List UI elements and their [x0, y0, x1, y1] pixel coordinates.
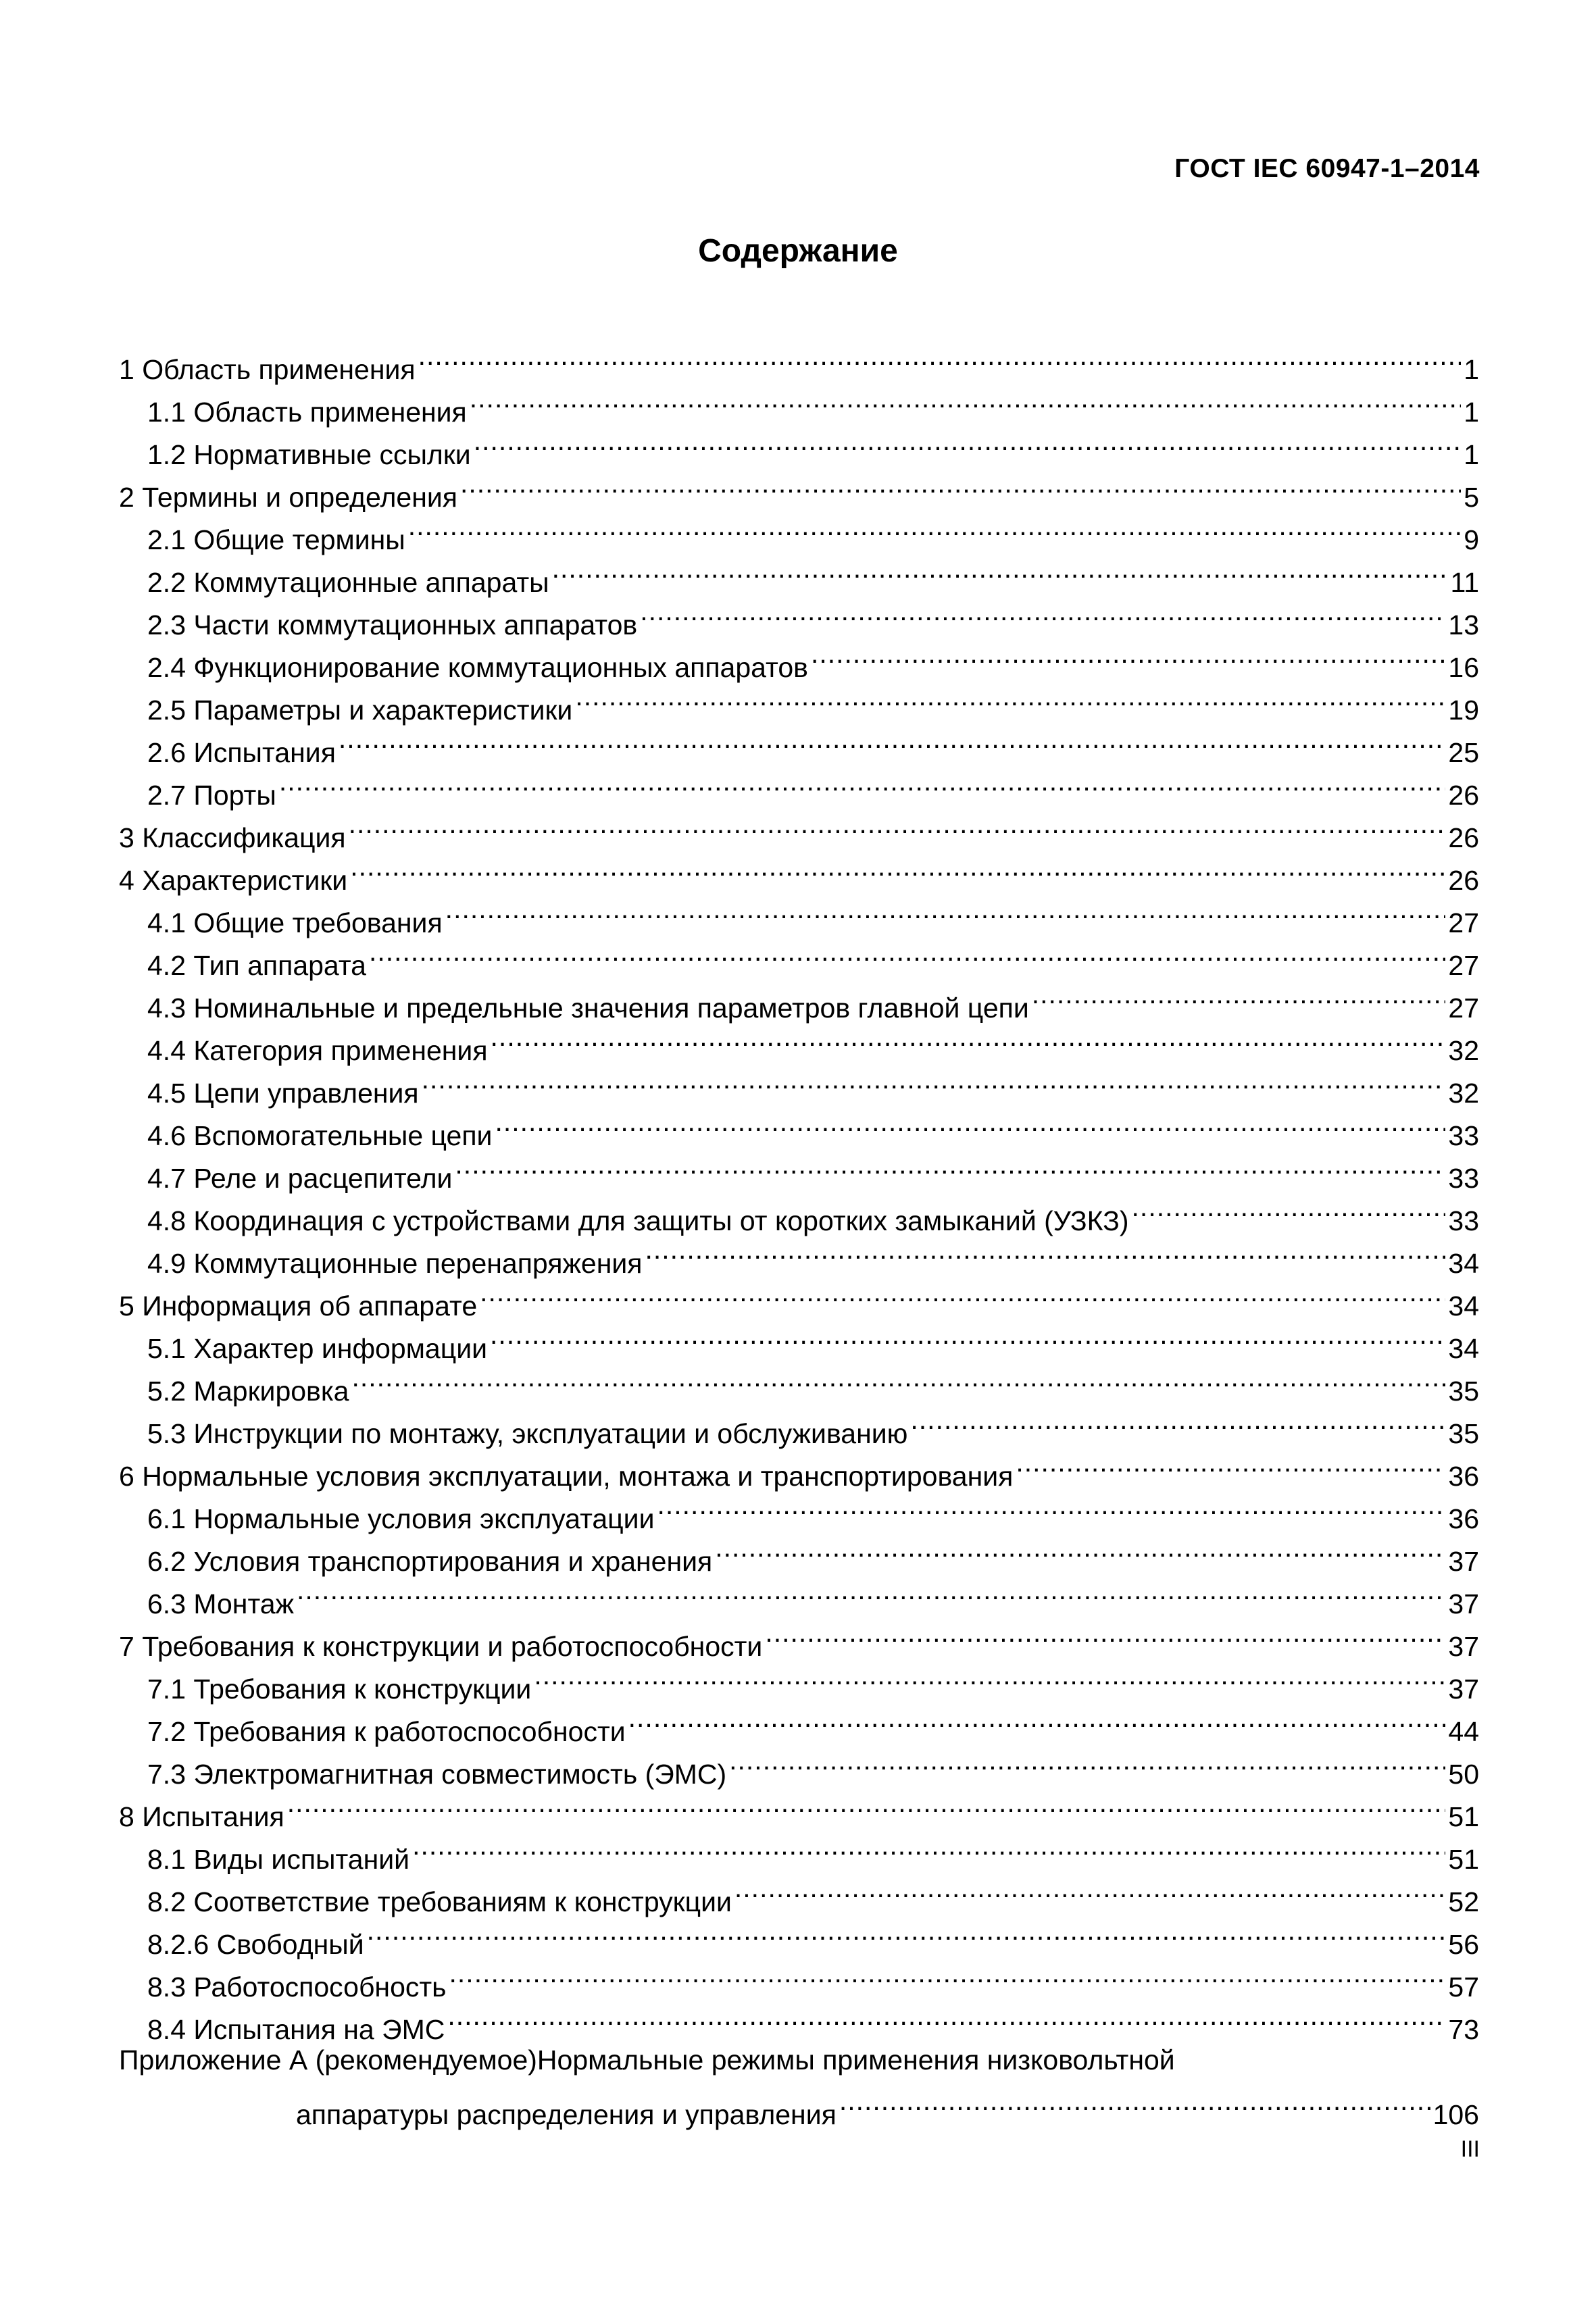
- toc-entry[interactable]: [119, 805, 1479, 853]
- toc-dot-leader: [811, 634, 1445, 677]
- toc-dot-leader: [1016, 1443, 1445, 1486]
- toc-entry[interactable]: [119, 1826, 1479, 1875]
- toc-entry-label: 5.1 Характер информации: [147, 1333, 488, 1364]
- toc-dot-leader: [490, 1315, 1445, 1358]
- toc-entry-label: 5.2 Маркировка: [147, 1376, 349, 1407]
- toc-entry-label: 7.3 Электромагнитная совместимость (ЭМС): [147, 1759, 727, 1790]
- toc-dot-leader: [339, 720, 1445, 762]
- toc-entry-page: 25: [1448, 737, 1479, 768]
- toc-entry-page: 37: [1448, 1674, 1479, 1705]
- toc-entry-label: 6 Нормальные условия эксплуатации, монтажа и транспортирования: [119, 1461, 1014, 1492]
- toc-dot-leader: [445, 890, 1446, 932]
- toc-entry-page: 32: [1448, 1035, 1479, 1066]
- toc-entry-page: 19: [1448, 695, 1479, 726]
- toc-dot-leader: [910, 1401, 1445, 1443]
- toc-dot-leader: [839, 2082, 1430, 2124]
- toc-entry-page: 27: [1448, 950, 1479, 981]
- toc-entry-page: 44: [1448, 1716, 1479, 1747]
- toc-entry-label: 8.3 Работоспособность: [147, 1971, 447, 2003]
- toc-dot-leader: [628, 1699, 1446, 1741]
- toc-entry-label: 5 Информация об аппарате: [119, 1290, 478, 1322]
- page-number: III: [1460, 2136, 1480, 2162]
- toc-entry-page: 27: [1448, 907, 1479, 938]
- document-code: ГОСТ IEC 60947-1–2014: [1174, 154, 1480, 183]
- toc-entry-label: 2.4 Функционирование коммутационных аппаратов: [147, 652, 808, 683]
- toc-entry-label: 5.3 Инструкции по монтажу, эксплуатации и обслуживанию: [147, 1418, 908, 1449]
- toc-dot-leader: [470, 379, 1461, 422]
- toc-entry-page: 32: [1448, 1078, 1479, 1109]
- toc-entry-page: 37: [1448, 1588, 1479, 1619]
- toc-entry-label: 6.1 Нормальные условия эксплуатации: [147, 1503, 655, 1534]
- toc-entry-label: 4.1 Общие требования: [147, 907, 443, 938]
- toc-dot-leader: [480, 1273, 1445, 1315]
- toc-dot-leader: [349, 805, 1446, 847]
- toc-entry-label: Приложение А (рекомендуемое)Нормальные режимы применения низковольтной: [119, 2044, 1175, 2076]
- toc-entry-label: 7.1 Требования к конструкции: [147, 1674, 532, 1705]
- toc-entry-label: 4 Характеристики: [119, 865, 348, 896]
- toc-entry-page: 1: [1464, 354, 1479, 385]
- toc-dot-leader: [369, 932, 1445, 975]
- toc-entry-label: 2.5 Параметры и характеристики: [147, 695, 573, 726]
- toc-dot-leader: [447, 1996, 1445, 2039]
- table-of-contents: [119, 336, 1479, 2130]
- toc-entry-page: 51: [1448, 1844, 1479, 1875]
- toc-entry-label: 4.5 Цепи управления: [147, 1078, 419, 1109]
- toc-entry-label: 8 Испытания: [119, 1801, 284, 1832]
- toc-dot-leader: [455, 1145, 1445, 1188]
- toc-entry-label: 4.7 Реле и расцепители: [147, 1163, 453, 1194]
- toc-dot-leader: [418, 336, 1462, 379]
- toc-dot-leader: [350, 847, 1445, 890]
- toc-entry-page: 35: [1448, 1418, 1479, 1449]
- toc-entry-label: 2.7 Порты: [147, 780, 276, 811]
- toc-entry-appendix-a-continued[interactable]: [119, 2082, 1479, 2130]
- toc-entry-page: 26: [1448, 865, 1479, 896]
- toc-entry-appendix-a[interactable]: [119, 2039, 1479, 2082]
- toc-dot-leader: [460, 464, 1461, 507]
- toc-entry-page: 11: [1450, 567, 1479, 598]
- toc-entry-label: 8.2.6 Свободный: [147, 1929, 364, 1960]
- toc-entry-page: 35: [1448, 1376, 1479, 1407]
- toc-entry-page: 13: [1448, 609, 1479, 640]
- toc-dot-leader: [657, 1486, 1445, 1528]
- toc-entry-page: 50: [1448, 1759, 1479, 1790]
- toc-entry-label: 8.1 Виды испытаний: [147, 1844, 410, 1875]
- toc-dot-leader: [297, 1571, 1445, 1613]
- toc-entry-label: 4.9 Коммутационные перенапряжения: [147, 1248, 643, 1279]
- toc-entry-label: аппаратуры распределения и управления: [296, 2099, 837, 2130]
- toc-entry-label: 8.4 Испытания на ЭМС: [147, 2014, 445, 2045]
- toc-entry-page: 36: [1448, 1503, 1479, 1534]
- toc-entry-label: 6.2 Условия транспортирования и хранения: [147, 1546, 713, 1577]
- toc-entry-page: 34: [1448, 1290, 1479, 1322]
- toc-entry-label: 2.2 Коммутационные аппараты: [147, 567, 549, 598]
- toc-dot-leader: [351, 1358, 1445, 1401]
- toc-entry-page: 37: [1448, 1631, 1479, 1662]
- page-title: Содержание: [698, 233, 898, 269]
- toc-dot-leader: [491, 1017, 1446, 1060]
- toc-entry-page: 52: [1448, 1886, 1479, 1917]
- toc-dot-leader: [640, 592, 1445, 634]
- toc-dot-leader: [1032, 975, 1446, 1017]
- toc-dot-leader: [422, 1060, 1446, 1103]
- toc-entries: [119, 336, 1479, 2045]
- toc-entry-label: 7.2 Требования к работоспособности: [147, 1716, 626, 1747]
- toc-entry[interactable]: [119, 1613, 1479, 1662]
- toc-dot-leader: [495, 1103, 1445, 1145]
- toc-dot-leader: [552, 549, 1448, 592]
- toc-dot-leader: [367, 1911, 1446, 1954]
- toc-entry-label: 4.3 Номинальные и предельные значения параметров главной цепи: [147, 992, 1029, 1024]
- toc-dot-leader: [734, 1869, 1446, 1911]
- toc-entry-label: 8.2 Соответствие требованиям к конструкции: [147, 1886, 732, 1917]
- toc-dot-leader: [729, 1741, 1445, 1784]
- toc-dot-leader: [279, 762, 1446, 805]
- toc-dot-leader: [408, 507, 1461, 549]
- toc-entry-page: 5: [1464, 482, 1479, 513]
- toc-entry[interactable]: [119, 336, 1479, 385]
- toc-entry-label: 1.1 Область применения: [147, 397, 467, 428]
- toc-entry-page: 26: [1448, 822, 1479, 853]
- toc-entry-label: 2 Термины и определения: [119, 482, 457, 513]
- toc-entry-page: 34: [1448, 1333, 1479, 1364]
- toc-entry-page: 33: [1448, 1205, 1479, 1236]
- toc-entry-page: 56: [1448, 1929, 1479, 1960]
- toc-entry-page: 1: [1464, 439, 1479, 470]
- toc-entry-page: 73: [1448, 2014, 1479, 2045]
- toc-entry-page: 57: [1448, 1971, 1479, 2003]
- toc-entry-label: 1 Область применения: [119, 354, 416, 385]
- toc-dot-leader: [412, 1826, 1445, 1869]
- toc-entry-page: 34: [1448, 1248, 1479, 1279]
- toc-entry-label: 3 Классификация: [119, 822, 346, 853]
- toc-dot-leader: [645, 1230, 1445, 1273]
- toc-entry-page: 51: [1448, 1801, 1479, 1832]
- toc-dot-leader: [765, 1613, 1445, 1656]
- toc-dot-leader: [1132, 1188, 1446, 1230]
- toc-entry[interactable]: [119, 1571, 1479, 1619]
- toc-entry-page: 9: [1464, 524, 1479, 555]
- toc-entry[interactable]: [119, 1784, 1479, 1832]
- toc-entry-page: 1: [1464, 397, 1479, 428]
- toc-entry-label: 4.8 Координация с устройствами для защиты от коротких замыканий (УЗКЗ): [147, 1205, 1129, 1236]
- toc-entry-label: 1.2 Нормативные ссылки: [147, 439, 471, 470]
- toc-entry-label: 7 Требования к конструкции и работоспособности: [119, 1631, 763, 1662]
- toc-entry-label: 6.3 Монтаж: [147, 1588, 294, 1619]
- toc-entry-label: 2.6 Испытания: [147, 737, 336, 768]
- toc-entry-page: 16: [1448, 652, 1479, 683]
- toc-dot-leader: [534, 1656, 1445, 1699]
- toc-entry-page: 27: [1448, 992, 1479, 1024]
- toc-entry-page: 33: [1448, 1120, 1479, 1151]
- toc-dot-leader: [287, 1784, 1446, 1826]
- toc-entry-label: 4.4 Категория применения: [147, 1035, 488, 1066]
- toc-entry-page: 33: [1448, 1163, 1479, 1194]
- toc-entry-page: 26: [1448, 780, 1479, 811]
- toc-entry[interactable]: [119, 762, 1479, 811]
- toc-entry-label: 2.3 Части коммутационных аппаратов: [147, 609, 638, 640]
- toc-entry-page: 36: [1448, 1461, 1479, 1492]
- toc-entry-label: 4.6 Вспомогательные цепи: [147, 1120, 493, 1151]
- toc-entry-label: 2.1 Общие термины: [147, 524, 405, 555]
- toc-dot-leader: [715, 1528, 1445, 1571]
- toc-entry-label: 4.2 Тип аппарата: [147, 950, 366, 981]
- toc-entry-page: 37: [1448, 1546, 1479, 1577]
- toc-dot-leader: [575, 677, 1445, 720]
- toc-entry-page: 106: [1432, 2099, 1479, 2130]
- toc-dot-leader: [474, 422, 1462, 464]
- toc-dot-leader: [449, 1954, 1446, 1996]
